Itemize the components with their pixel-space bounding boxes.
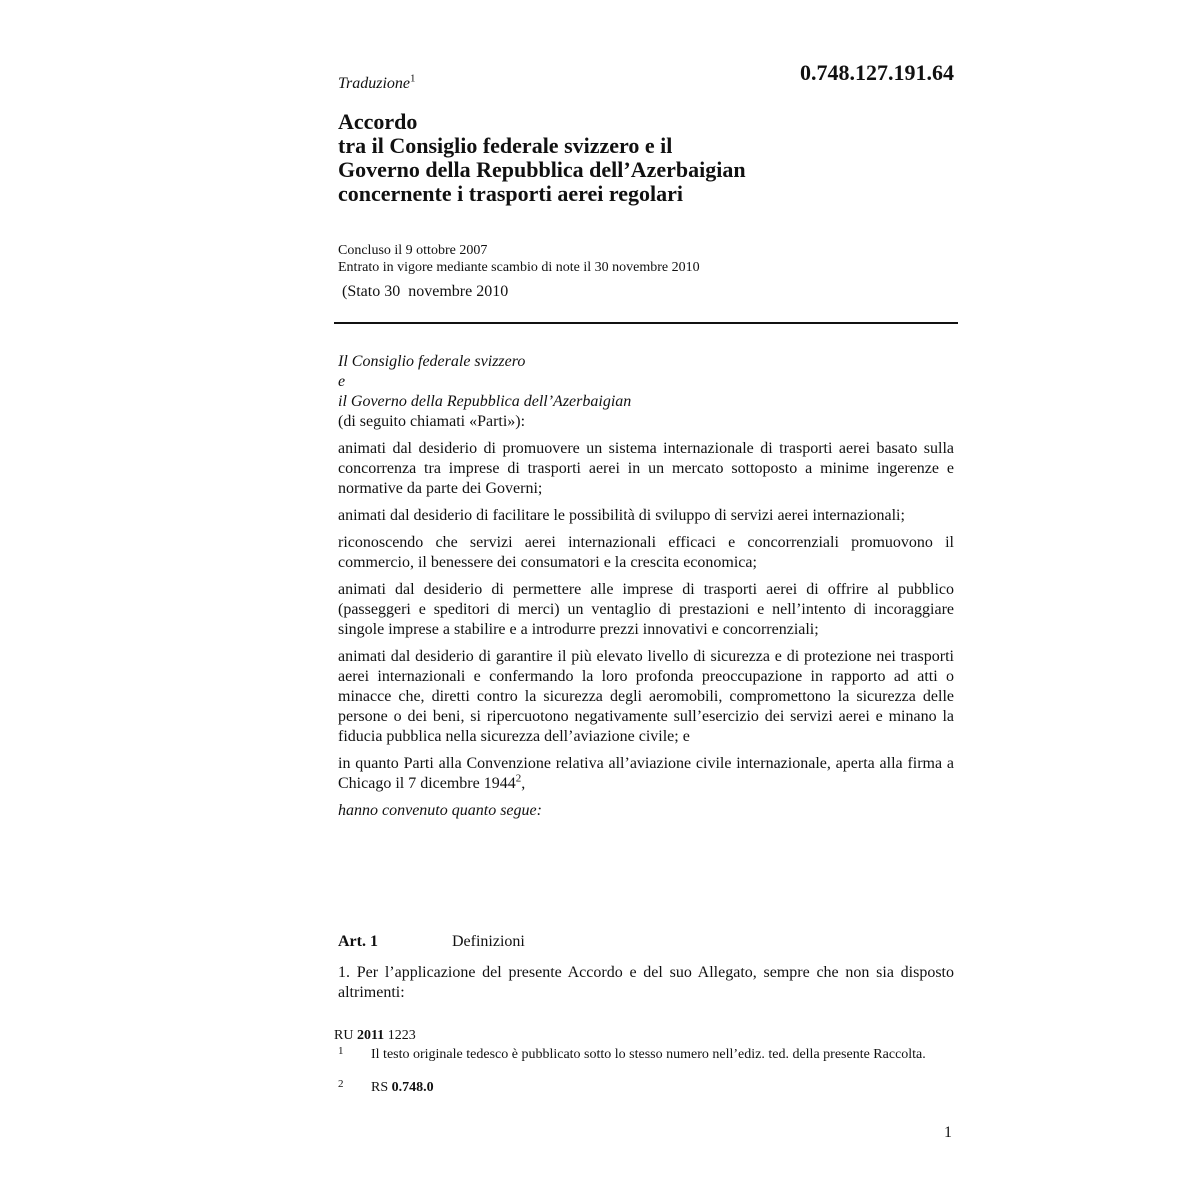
- status-date: (Stato 30 novembre 2010: [338, 283, 509, 300]
- footnote-2: [338, 1080, 950, 1095]
- footnote-ref-link[interactable]: 0.748.0: [391, 1080, 434, 1095]
- preamble-paragraph: animati dal desiderio di garantire il più elevato livello di sicurezza e di protezione nei trasporti aerei internazionali e confermando la loro profonda preoccupazione in rapporto ad atti o minacce che, diretti contro la sicurezza degli aeromobili, compromettono la sicurezza delle persone o dei beni, si ripercuotono negativamente sull’esercizio dei servizi aerei e minano la fiducia pubblica nella sicurezza dell’aviazione civile; e: [338, 648, 954, 745]
- page-number: 1: [944, 1124, 952, 1141]
- article-number: Art. 1: [338, 933, 378, 950]
- convention-text: in quanto Parti alla Convenzione relativa all’aviazione civile internazionale, aperta alla firma a Chicago il 7 dicembre 1944: [338, 755, 954, 792]
- footnote-number: 1: [338, 1045, 344, 1057]
- translation-label: [338, 72, 416, 93]
- footnote-ref-1[interactable]: 1: [410, 72, 416, 85]
- convention-paragraph: [338, 754, 954, 794]
- preamble-paragraph: riconoscendo che servizi aerei internazionali efficaci e concorrenziali promuovono il commercio, il benessere dei consumatori e la crescita economica;: [338, 534, 954, 571]
- header-divider: [334, 322, 958, 324]
- article-1-paragraph: 1. Per l’applicazione del presente Accordo e del suo Allegato, sempre che non sia disposto altrimenti:: [338, 964, 954, 1001]
- footnote-text: [371, 1080, 950, 1095]
- preamble-paragraph: animati dal desiderio di permettere alle imprese di trasporti aerei di offrire al pubblico (passeggeri e speditori di merci) un ventaglio di prestazioni e nell’intento di incoraggiare singole imprese a stabilire e a introdurre prezzi innovativi e concorrenziali;: [338, 581, 954, 638]
- ru-page: 1223: [384, 1028, 416, 1043]
- party-2: il Governo della Repubblica dell’Azerbaigian: [338, 393, 632, 410]
- footnote-text: Il testo originale tedesco è pubblicato sotto lo stesso numero nell’ediz. ted. della presente Raccolta.: [371, 1047, 926, 1062]
- footnote-prefix: RS: [371, 1080, 392, 1095]
- closing-formula: hanno convenuto quanto segue:: [338, 802, 542, 819]
- party-1: Il Consiglio federale svizzero: [338, 353, 526, 370]
- entry-into-force: Entrato in vigore mediante scambio di note il 30 novembre 2010: [338, 260, 700, 275]
- convention-end: ,: [521, 775, 526, 792]
- sr-number: 0.748.127.191.64: [800, 60, 954, 85]
- footnote-number: 2: [338, 1078, 344, 1090]
- footnote-1: [338, 1047, 950, 1062]
- concluded-date: Concluso il 9 ottobre 2007: [338, 243, 488, 258]
- document-metadata: [338, 242, 700, 276]
- preamble: [338, 352, 954, 828]
- article-1-heading: [338, 933, 525, 951]
- article-title: Definizioni: [452, 933, 525, 950]
- title-line: tra il Consiglio federale svizzero e il: [338, 133, 673, 158]
- preamble-paragraph: animati dal desiderio di promuovere un sistema internazionale di trasporti aerei basato sulla concorrenza tra imprese di trasporti aerei in un mercato sottoposto a minime ingerenze e normative da parte dei Governi;: [338, 440, 954, 497]
- conjunction: e: [338, 373, 346, 390]
- preamble-paragraph: animati dal desiderio di facilitare le possibilità di sviluppo di servizi aerei internazionali;: [338, 507, 905, 524]
- ru-reference: [334, 1028, 416, 1044]
- title-line: Governo della Repubblica dell’Azerbaigian: [338, 157, 746, 182]
- parties-note: (di seguito chiamati «Parti»):: [338, 413, 526, 430]
- title-line: Accordo: [338, 109, 418, 134]
- ru-prefix: RU: [334, 1028, 357, 1043]
- document-title: [338, 110, 958, 206]
- translation-text: Traduzione: [338, 75, 411, 92]
- footnote-ref-2[interactable]: 2: [515, 772, 522, 785]
- title-line: concernente i trasporti aerei regolari: [338, 181, 683, 206]
- ru-year: 2011: [356, 1028, 385, 1043]
